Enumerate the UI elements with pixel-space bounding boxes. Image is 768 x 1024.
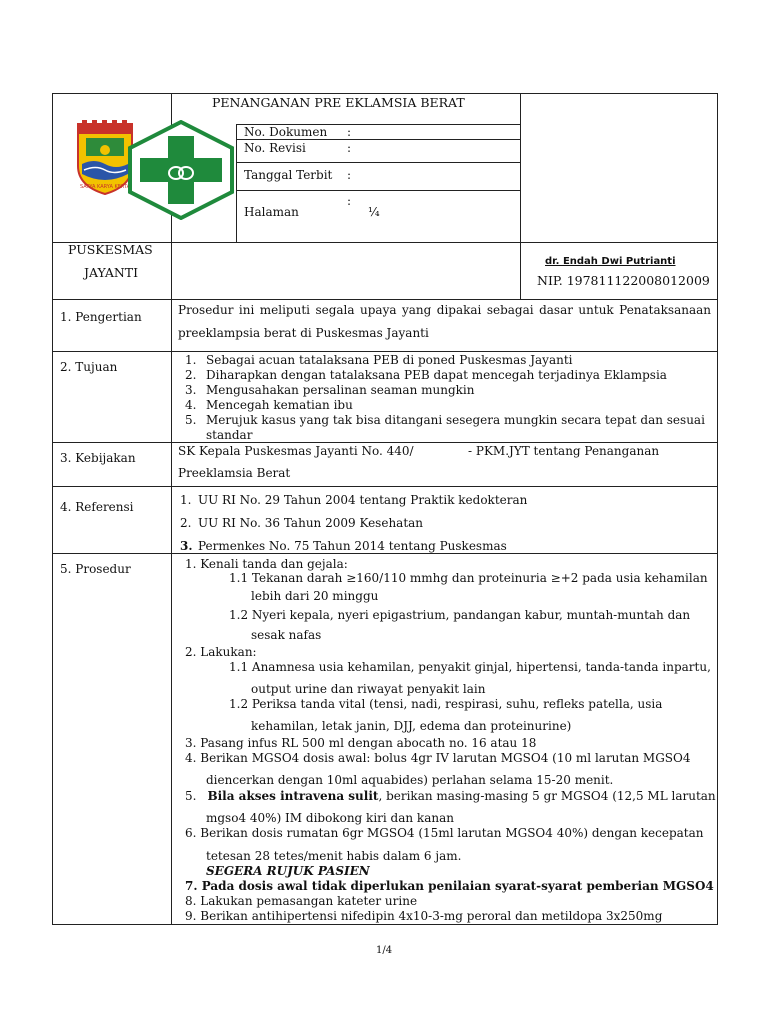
- emphasis-text: Bila akses intravena sulit: [207, 789, 379, 803]
- list-item: 2. Lakukan:: [185, 645, 257, 659]
- list-item: 1.2 Nyeri kepala, nyeri epigastrium, pandangan kabur, muntah-muntah dan: [229, 608, 691, 622]
- list-text: , berikan masing-masing 5 gr MGSO4 (12,5 ML larutan: [378, 789, 716, 803]
- field-value-no-revisi: :: [347, 141, 352, 155]
- puskesmas-logo: [126, 120, 236, 220]
- field-value-tanggal-terbit: :: [347, 168, 352, 182]
- list-item: 1.2 Periksa tanda vital (tensi, nadi, respirasi, suhu, refleks patella, usia: [229, 697, 663, 711]
- list-item: tetesan 28 tetes/menit habis dalam 6 jam.: [206, 849, 462, 863]
- org-name-line1: PUSKESMAS: [68, 242, 153, 257]
- list-item: 1.: [180, 493, 192, 507]
- list-item: UU RI No. 36 Tahun 2009 Kesehatan: [198, 516, 424, 530]
- section-label-prosedur: 5. Prosedur: [60, 562, 131, 576]
- list-item: Permenkes No. 75 Tahun 2014 tentang Puskesmas: [198, 539, 507, 553]
- list-item: 3. Pasang infus RL 500 ml dengan abocath no. 16 atau 18: [185, 736, 537, 750]
- list-item: 9. Berikan antihipertensi nifedipin 4x10-3-mg peroral dan metildopa 3x250mg: [185, 909, 663, 923]
- pengertian-line1: Prosedur ini meliputi segala upaya yang dipakai sebagai dasar untuk Penataksanaan: [178, 303, 711, 317]
- list-item: 6. Berikan dosis rumatan 6gr MGSO4 (15ml larutan MGSO4 40%) dengan kecepatan: [185, 826, 704, 840]
- list-item: kehamilan, letak janin, DJJ, edema dan proteinurine): [251, 719, 572, 733]
- list-item: Merujuk kasus yang tak bisa ditangani sesegera mungkin secara tepat dan sesuai: [206, 413, 705, 427]
- list-item: 1.1 Anamnesa usia kehamilan, penyakit ginjal, hipertensi, tanda-tanda inpartu,: [229, 660, 711, 674]
- list-number: 5.: [185, 789, 197, 803]
- field-label-halaman: Halaman: [244, 205, 299, 219]
- list-item: 1. Kenali tanda dan gejala:: [185, 557, 348, 571]
- list-item: [185, 789, 716, 803]
- logo-motto: SATYA KARYA KERTA: [80, 184, 131, 190]
- list-item-continuation: standar: [206, 428, 253, 442]
- field-value-halaman: :: [347, 194, 352, 208]
- pengertian-line2: preeklampsia berat di Puskesmas Jayanti: [178, 326, 429, 340]
- field-label-no-revisi: No. Revisi: [244, 141, 306, 155]
- field-value-no-dokumen: :: [347, 125, 352, 139]
- kebijakan-line2: Preeklamsia Berat: [178, 466, 291, 480]
- list-item: diencerkan dengan 10ml aquabides) perlahan selama 15-20 menit.: [206, 773, 614, 787]
- field-label-tanggal-terbit: Tanggal Terbit: [244, 168, 333, 182]
- section-label-tujuan: 2. Tujuan: [60, 360, 118, 374]
- kebijakan-line1a: SK Kepala Puskesmas Jayanti No. 440/: [178, 444, 414, 458]
- section-label-kebijakan: 3. Kebijakan: [60, 451, 136, 465]
- list-item: 2.: [185, 368, 197, 382]
- kebijakan-line1b: - PKM.JYT tentang Penanganan: [468, 444, 660, 458]
- list-item: 4.: [185, 398, 197, 412]
- list-item: 1.1 Tekanan darah ≥160/110 mmhg dan proteinuria ≥+2 pada usia kehamilan: [229, 571, 708, 585]
- list-item: UU RI No. 29 Tahun 2004 tentang Praktik kedokteran: [198, 493, 528, 507]
- section-label-referensi: 4. Referensi: [60, 500, 134, 514]
- list-item: Diharapkan dengan tatalaksana PEB dapat mencegah terjadinya Eklampsia: [206, 368, 667, 382]
- list-item: mgso4 40%) IM dibokong kiri dan kanan: [206, 811, 454, 825]
- halaman-value: ¼: [368, 205, 380, 219]
- list-item: 4. Berikan MGSO4 dosis awal: bolus 4gr IV larutan MGSO4 (10 ml larutan MGSO4: [185, 751, 691, 765]
- section-label-pengertian: 1. Pengertian: [60, 310, 142, 324]
- signer-nip: NIP. 197811122008012009: [537, 273, 710, 288]
- field-label-no-dokumen: No. Dokumen: [244, 125, 328, 139]
- list-item: sesak nafas: [251, 628, 322, 642]
- list-item: Mengusahakan persalinan seaman mungkin: [206, 383, 475, 397]
- page-number: 1/4: [376, 945, 393, 956]
- signer-name: dr. Endah Dwi Putrianti: [545, 256, 676, 267]
- document-title: PENANGANAN PRE EKLAMSIA BERAT: [212, 95, 465, 110]
- rujuk-notice: SEGERA RUJUK PASIEN: [206, 864, 370, 878]
- list-item: Sebagai acuan tatalaksana PEB di poned Puskesmas Jayanti: [206, 353, 573, 367]
- list-item: 7. Pada dosis awal tidak diperlukan penilaian syarat-syarat pemberian MGSO4: [185, 879, 714, 893]
- org-name-line2: JAYANTI: [84, 265, 139, 280]
- list-item: lebih dari 20 minggu: [251, 589, 379, 603]
- list-item: Mencegah kematian ibu: [206, 398, 353, 412]
- list-item: 2.: [180, 516, 192, 530]
- list-item: 3.: [185, 383, 197, 397]
- list-item: 3.: [180, 539, 193, 553]
- list-item: output urine dan riwayat penyakit lain: [251, 682, 486, 696]
- list-item: 8. Lakukan pemasangan kateter urine: [185, 894, 418, 908]
- list-item: 5.: [185, 413, 197, 427]
- list-item: 1.: [185, 353, 197, 367]
